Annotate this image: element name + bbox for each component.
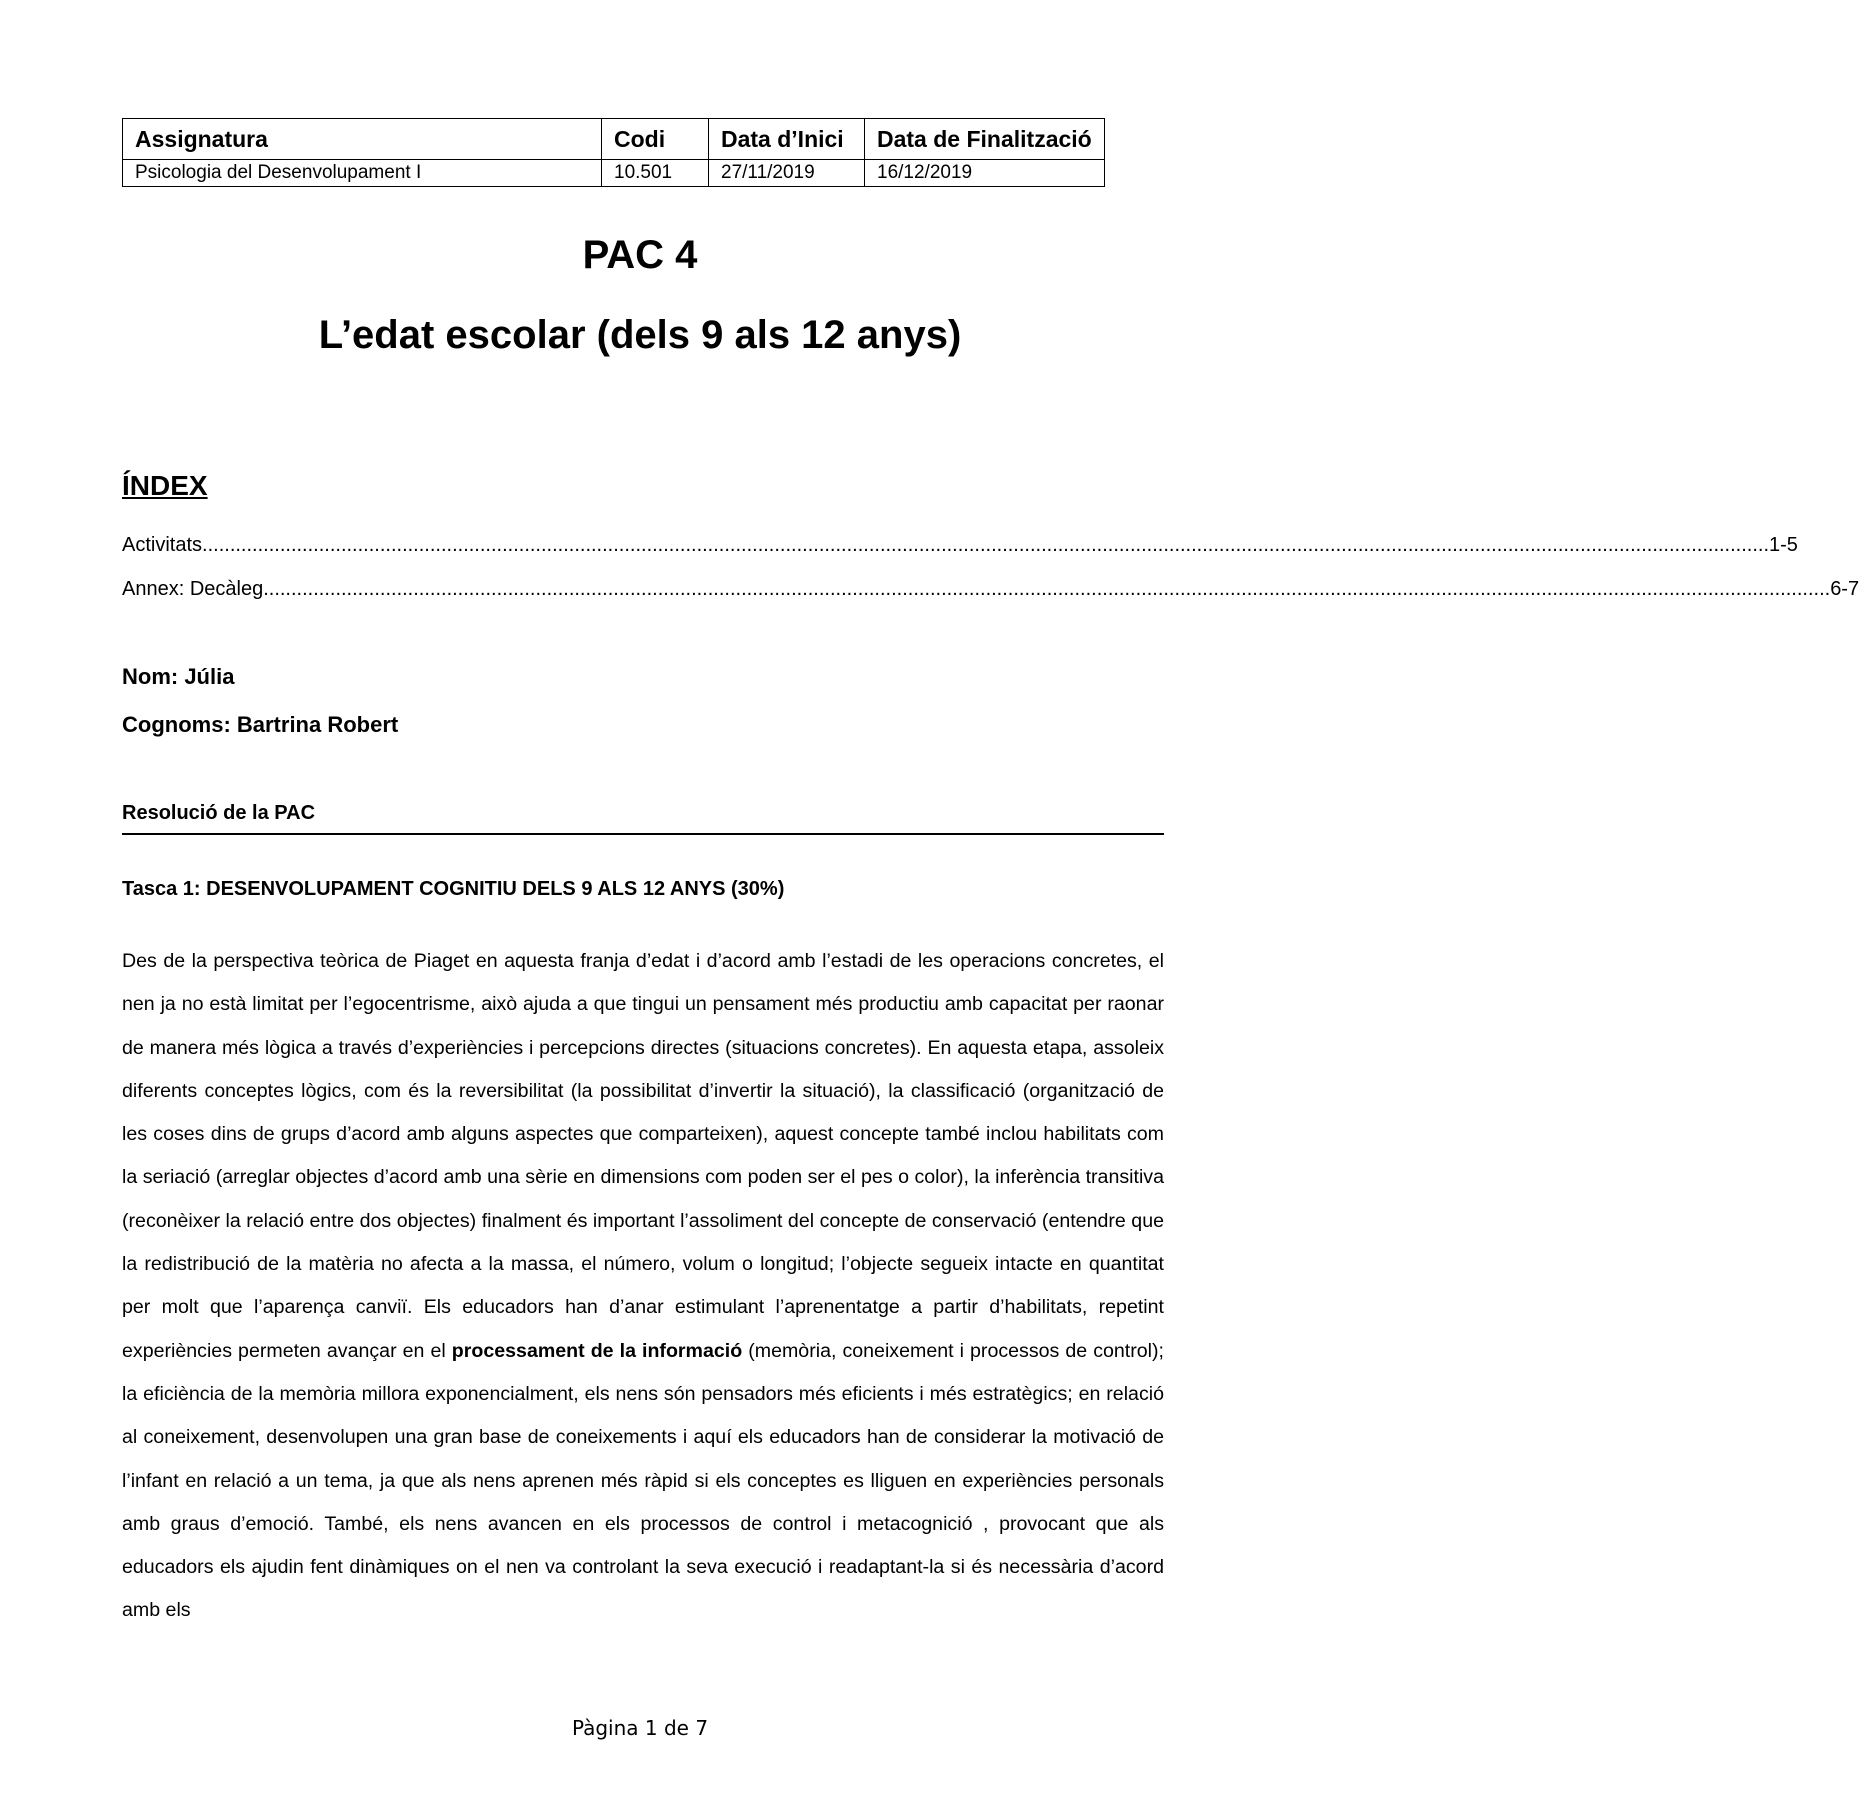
- toc-entry-pages: 1-5: [1769, 534, 1798, 556]
- paragraph-text-end: (memòria, coneixement i processos de control); la eficiència de la memòria millora exponencialment, els nens són pensadors més eficients i més estratègics; en relació al coneixement, desenvolupen una gran base de coneixements i aquí els educadors han de considerar la motivació de l’infant en relació a un tema, ja que als nens aprenen més ràpid si els conceptes es lliguen en experiències personals amb graus d’emoció. També, els nens avancen en els processos de control i metacognició , provocant que als educadors els ajudin fent dinàmiques on el nen va controlant la seva execució i readaptant-la si és necessària d’acord amb els: [122, 1339, 1164, 1622]
- section-heading: Resolució de la PAC: [122, 802, 1164, 835]
- body-paragraph: [122, 940, 1164, 1633]
- student-surname: Cognoms: Bartrina Robert: [122, 712, 399, 737]
- document-subtitle: L’edat escolar (dels 9 als 12 anys): [318, 313, 962, 357]
- column-header-code: Codi: [602, 119, 709, 160]
- index-heading: ÍNDEX: [122, 470, 208, 501]
- page-footer: Pàgina 1 de 7: [571, 1716, 709, 1740]
- task-heading: Tasca 1: DESENVOLUPAMENT COGNITIU DELS 9 ALS 12 ANYS (30%): [122, 878, 785, 900]
- table-row: [123, 160, 1105, 187]
- toc-entry-label: Annex: Decàleg: [122, 578, 264, 600]
- paragraph-bold-term: processament de la informació: [451, 1339, 743, 1362]
- cell-start-date: 27/11/2019: [709, 160, 865, 187]
- table-header-row: [123, 119, 1105, 160]
- toc-entry-annex: [122, 578, 1859, 601]
- toc-dot-leader: ..........................................................................................................................................................................................................................................................................................: [202, 534, 1770, 556]
- cell-code: 10.501: [602, 160, 709, 187]
- cell-end-date: 16/12/2019: [865, 160, 1105, 187]
- paragraph-text-start: Des de la perspectiva teòrica de Piaget en aquesta franja d’edat i d’acord amb l’estadi de les operacions concretes, el nen ja no està limitat per l’egocentrisme, això ajuda a que tingui un pensament més productiu amb capacitat per raonar de manera més lògica a través d’experiències i percepcions directes (situacions concretes). En aquesta etapa, assoleix diferents conceptes lògics, com és la reversibilitat (la possibilitat d’invertir la situació), la classificació (organització de les coses dins de grups d’acord amb alguns aspectes que comparteixen), aquest concepte també inclou habilitats com la seriació (arreglar objectes d’acord amb una sèrie en dimensions com poden ser el pes o color), la inferència transitiva (reconèixer la relació entre dos objectes) finalment és important l’assoliment del concepte de conservació (entendre que la redistribució de la matèria no afecta a la massa, el número, volum o longitud; l’objecte segueix intacte en quantitat per molt que l’aparença canviï. Els educadors han d’anar estimulant l’aprenentatge a partir d’habilitats, repetint experiències permeten avançar en el: [122, 950, 1164, 1362]
- column-header-end-date: Data de Finalització: [865, 119, 1105, 160]
- column-header-start-date: Data d’Inici: [709, 119, 865, 160]
- toc-dot-leader: ..........................................................................................................................................................................................................................................................................................: [263, 578, 1831, 600]
- toc-entry-label: Activitats: [122, 534, 203, 556]
- course-info-table: [122, 118, 1105, 187]
- toc-entry-pages: 6-7: [1830, 578, 1859, 600]
- document-title: PAC 4: [582, 233, 698, 277]
- cell-subject: Psicologia del Desenvolupament I: [123, 160, 602, 187]
- toc-entry-activitats: [122, 534, 1798, 557]
- column-header-subject: Assignatura: [123, 119, 602, 160]
- student-name: Nom: Júlia: [122, 664, 235, 689]
